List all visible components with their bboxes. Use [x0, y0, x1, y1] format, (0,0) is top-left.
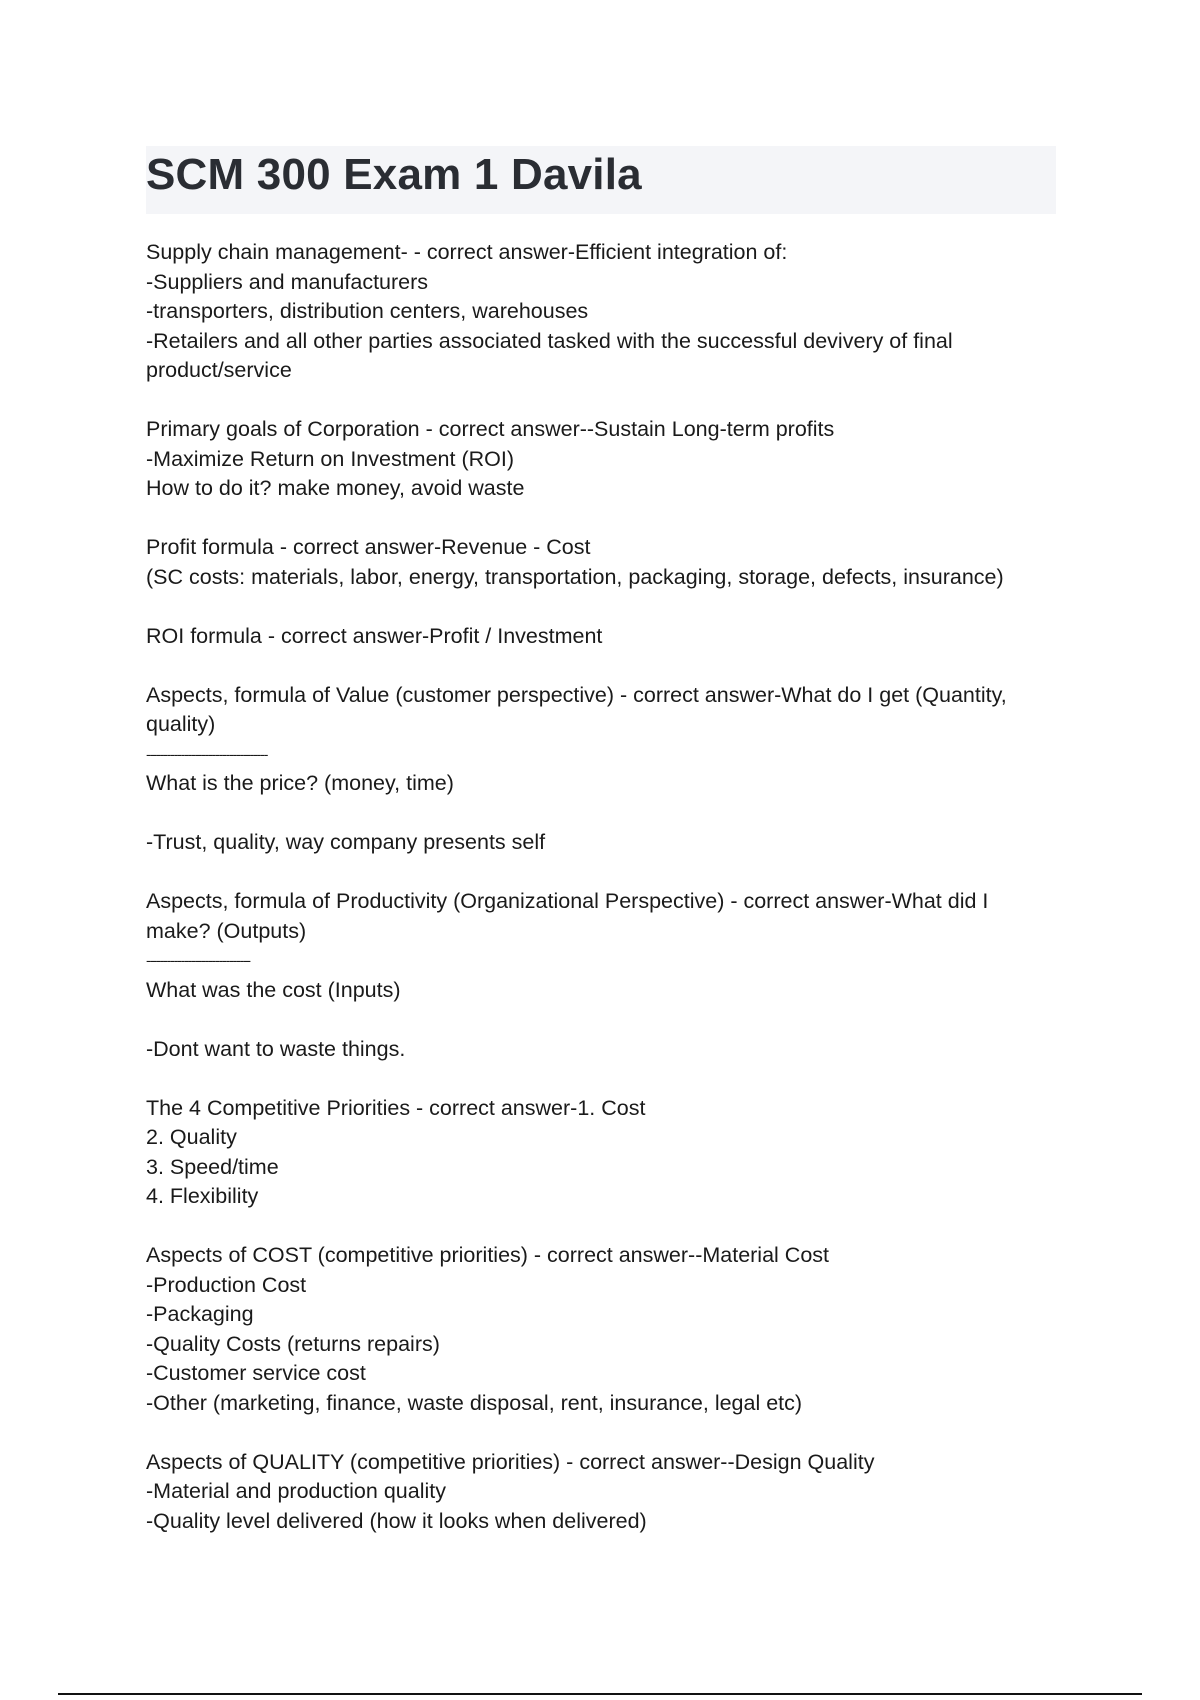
entry-question-line: Primary goals of Corporation - correct answer--Sustain Long-term profits: [146, 417, 835, 441]
entry-question-line: ROI formula - correct answer-Profit / Investment: [146, 623, 603, 648]
entry-answer-line: -Suppliers and manufacturers: [146, 269, 429, 294]
blank-line: [146, 1005, 1046, 1035]
dashed-separator: ------------------------------: [146, 952, 250, 968]
flashcard-list: [146, 238, 1046, 1566]
entry-answer-line: -Retailers and all other parties associated tasked with the successful devivery of final: [146, 328, 953, 353]
flashcard-entry: [146, 887, 1046, 1064]
title-banner: [146, 146, 1056, 214]
entry-answer-line: -Trust, quality, way company presents self: [146, 830, 546, 854]
flashcard-entry: [146, 415, 1046, 504]
entry-answer-line: 3. Speed/time: [146, 1154, 279, 1179]
dashed-separator: -----------------------------------: [146, 745, 268, 762]
entry-answer-line: quality): [146, 712, 216, 736]
entry-answer-line: -transporters, distribution centers, warehouses: [146, 299, 589, 323]
entry-answer-line: -Quality Costs (returns repairs): [146, 1331, 440, 1356]
flashcard-entry: [146, 533, 1046, 592]
entry-question-line: Aspects, formula of Value (customer perspective) - correct answer-What do I get (Quantity,: [146, 682, 1007, 707]
flashcard-entry: [146, 1448, 1046, 1537]
blank-line: [146, 799, 1046, 829]
entry-answer-line: -Dont want to waste things.: [146, 1036, 406, 1061]
entry-answer-line: 2. Quality: [146, 1125, 237, 1149]
entry-answer-line: How to do it? make money, avoid waste: [146, 476, 525, 500]
footer-divider: [58, 1693, 1142, 1695]
entry-question-line: The 4 Competitive Priorities - correct answer-1. Cost: [146, 1095, 646, 1120]
entry-answer-line: -Material and production quality: [146, 1479, 446, 1503]
entry-answer-line: (SC costs: materials, labor, energy, transportation, packaging, storage, defects, insurance): [146, 564, 1004, 589]
document-title: SCM 300 Exam 1 Davila: [146, 150, 642, 199]
entry-question-line: Supply chain management- - correct answer-Efficient integration of:: [146, 240, 788, 264]
flashcard-entry: [146, 238, 1046, 386]
entry-question-line: Profit formula - correct answer-Revenue - Cost: [146, 535, 591, 559]
entry-answer-line: What is the price? (money, time): [146, 771, 454, 795]
entry-answer-line: -Other (marketing, finance, waste disposal, rent, insurance, legal etc): [146, 1390, 803, 1415]
entry-question-line: Aspects of COST (competitive priorities) - correct answer--Material Cost: [146, 1243, 830, 1267]
entry-question-line: Aspects of QUALITY (competitive priorities) - correct answer--Design Quality: [146, 1449, 875, 1474]
flashcard-entry: [146, 1094, 1046, 1212]
entry-question-line: Aspects, formula of Productivity (Organizational Perspective) - correct answer-What did I: [146, 889, 989, 913]
entry-answer-line: -Production Cost: [146, 1272, 307, 1297]
entry-answer-line: What was the cost (Inputs): [146, 977, 401, 1002]
flashcard-entry: [146, 1241, 1046, 1418]
entry-answer-line: -Maximize Return on Investment (ROI): [146, 446, 514, 471]
entry-answer-line: product/service: [146, 358, 292, 382]
entry-answer-line: -Quality level delivered (how it looks when delivered): [146, 1508, 647, 1533]
entry-answer-line: -Packaging: [146, 1302, 254, 1326]
flashcard-entry: [146, 681, 1046, 858]
entry-answer-line: make? (Outputs): [146, 918, 307, 943]
flashcard-entry: [146, 622, 1046, 652]
entry-answer-line: -Customer service cost: [146, 1361, 366, 1385]
entry-answer-line: 4. Flexibility: [146, 1184, 259, 1208]
